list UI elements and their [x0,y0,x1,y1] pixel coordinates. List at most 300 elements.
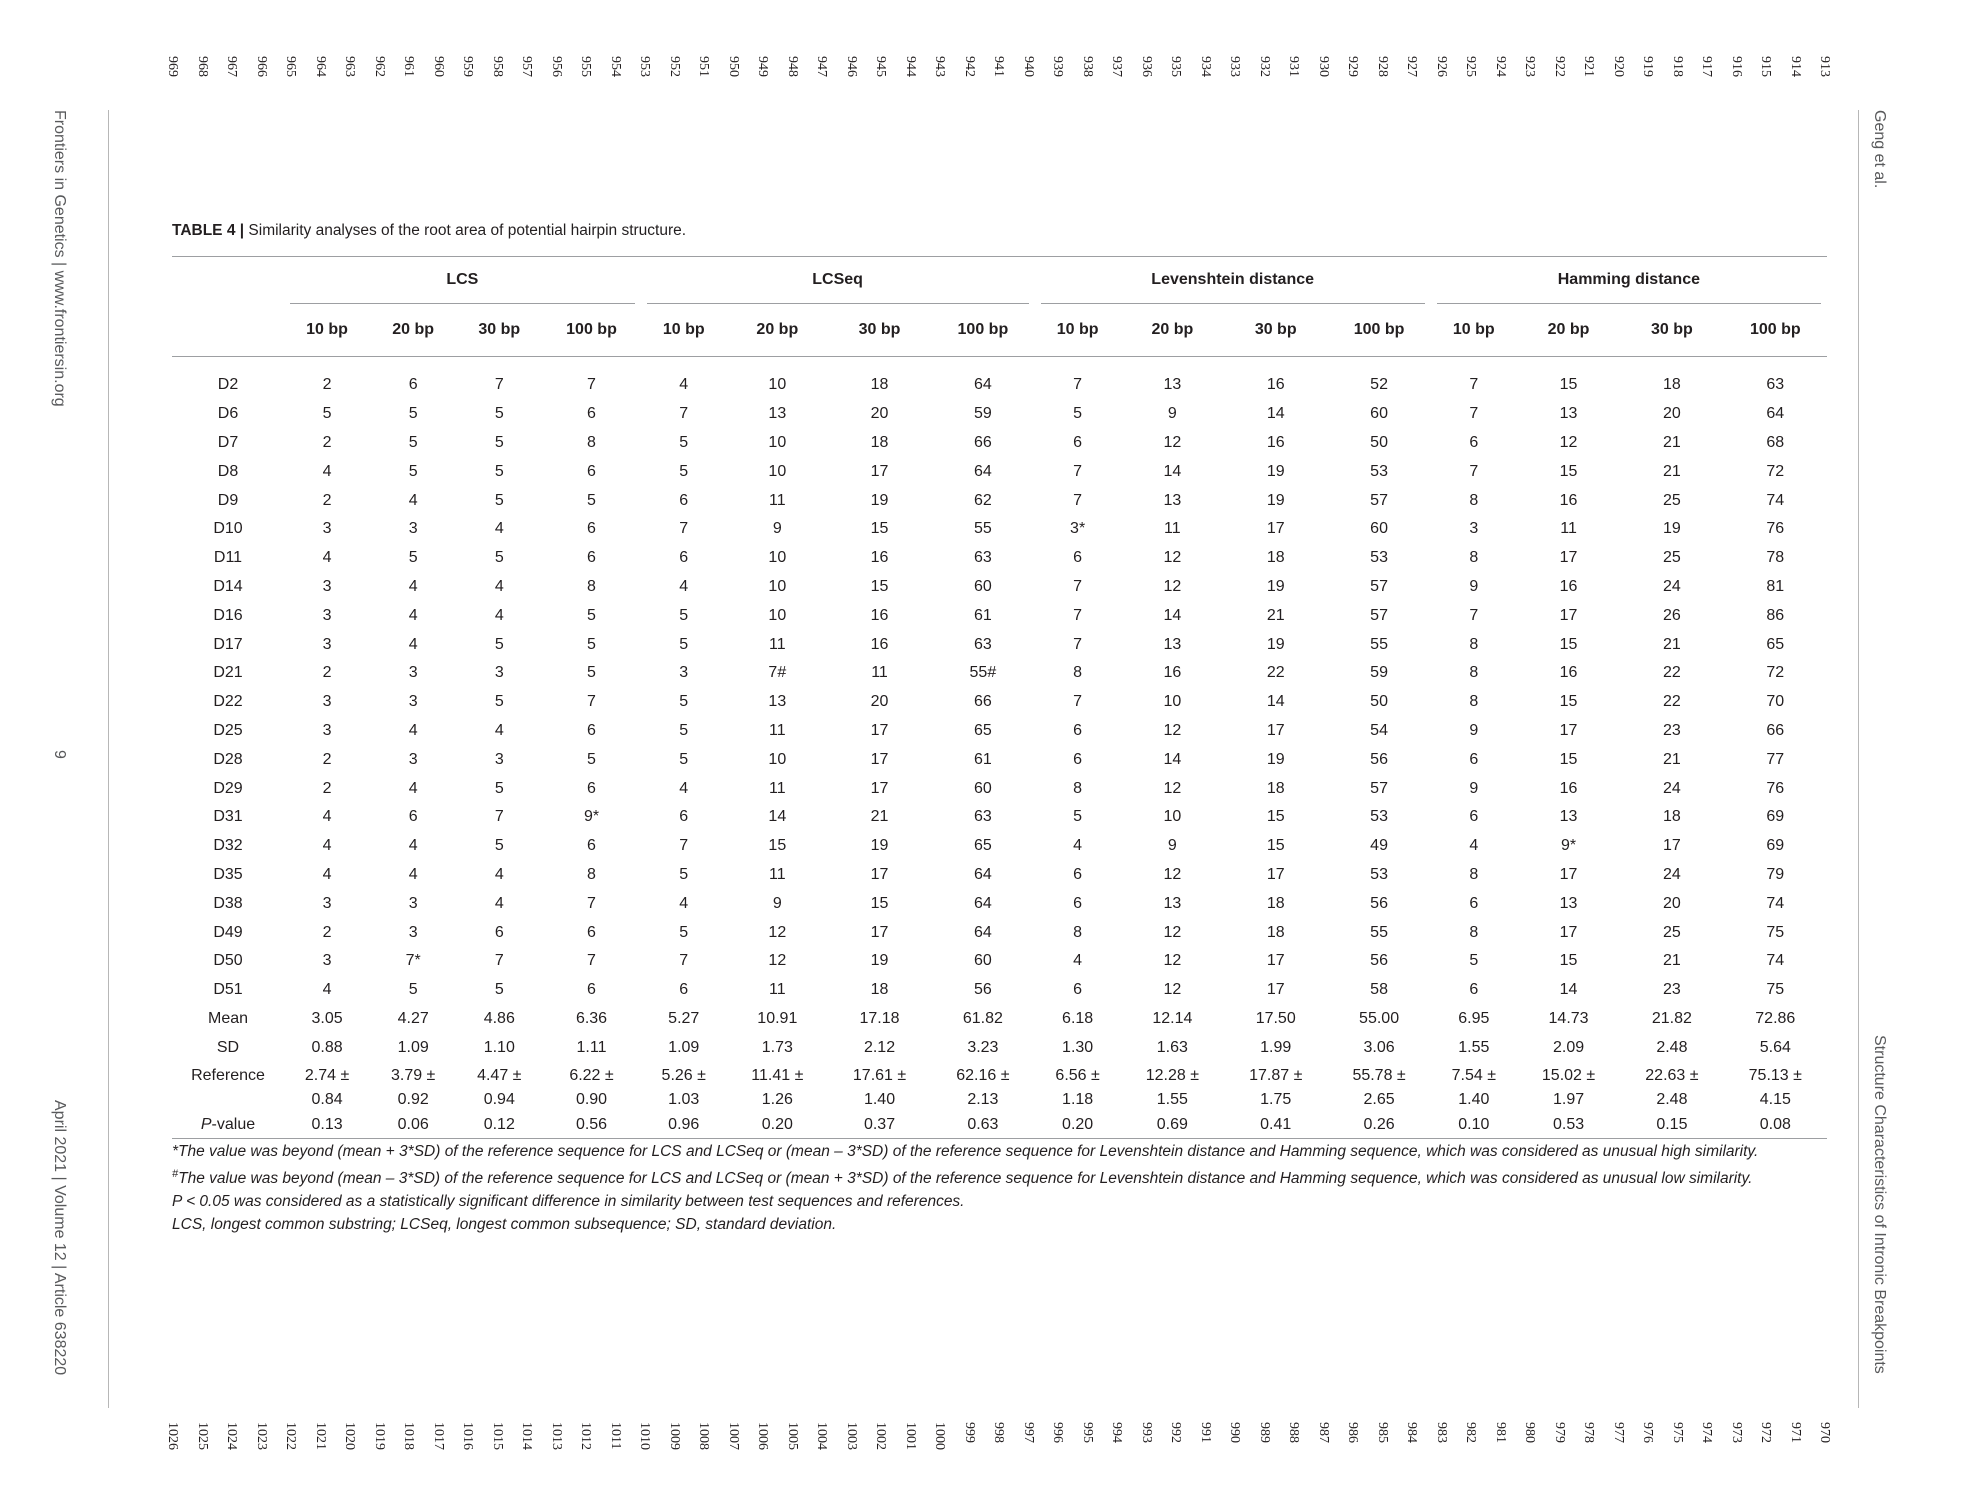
reference-sd: 1.26 [761,1091,793,1109]
table-cell: 18 [1663,808,1681,826]
reference-mean: 7.54 ± [1451,1067,1496,1085]
table-cell: 5 [408,405,418,423]
reference-mean: 15.02 ± [1541,1067,1596,1085]
table-cell: 5 [1073,405,1083,423]
table-cell: 75 [1766,923,1785,941]
table-cell: 22 [1663,664,1681,682]
pvalue-cell: 0.12 [483,1116,515,1134]
table-row [172,630,1827,659]
table-cell: 6 [1469,981,1479,999]
row-label: D11 [213,549,243,567]
table-cell: 6 [679,549,689,567]
table-cell: 15 [1559,952,1578,970]
table-cell: 5 [587,491,596,509]
footnote-mark: # [172,1168,179,1180]
row-label: D16 [213,606,243,624]
table-cell: 1.63 [1156,1038,1188,1056]
table-cell: 1.11 [576,1038,607,1056]
table-cell: 3.06 [1363,1038,1395,1056]
table-cell: 69 [1766,808,1785,826]
table-cell: 15 [768,837,787,855]
group-header-row [172,257,1827,303]
line-number: 1017 [430,1422,446,1450]
line-number: 1026 [165,1422,180,1450]
reference-cell [284,1062,370,1112]
table-cell: 16 [870,606,889,624]
table-cell: 14 [1163,750,1182,768]
table-cell: 74 [1766,491,1785,509]
reference-cell [1121,1062,1224,1112]
table-cell: 5 [587,664,596,682]
table-cell: 50 [1370,693,1388,711]
reference-cell [931,1062,1034,1112]
table-cell: 12 [1163,779,1182,797]
row-label: D14 [213,577,243,595]
line-number: 996 [1050,1422,1065,1443]
group-header: LCSeq [812,271,863,288]
table-cell: 64 [973,923,992,941]
table-cell: 63 [973,808,992,826]
table-cell: 17 [1559,606,1578,624]
pvalue-cell: 0.20 [1062,1116,1094,1134]
table-cell: 76 [1766,779,1785,797]
line-number: 994 [1109,1422,1124,1443]
group-header: LCS [446,271,479,288]
table-cell: 12 [1559,433,1578,451]
table-cell: 11 [1560,520,1577,538]
table-cell: 0.88 [311,1038,343,1056]
line-number: 933 [1227,56,1242,77]
table-cell: 57 [1370,577,1388,595]
line-number: 1016 [460,1422,475,1450]
table-cell: 7 [587,952,596,970]
line-number: 1022 [283,1422,298,1450]
table-cell: 17 [870,750,889,768]
table-row [172,832,1827,861]
table-cell: 3.23 [967,1038,999,1056]
table-cell: 55# [969,664,997,682]
table-cell: 5 [494,779,504,797]
reference-mean: 6.56 ± [1055,1067,1100,1085]
table-row [172,976,1827,1005]
table-cell: 6 [679,808,689,826]
line-number: 982 [1463,1422,1478,1443]
table-cell: 4 [494,865,504,883]
row-label: Reference [191,1067,265,1085]
line-numbers-bottom [165,1422,1832,1462]
row-label: D35 [213,865,243,883]
table-cell: 6 [587,549,596,567]
table-cell: 63 [973,635,992,653]
table-cell: 5 [679,635,689,653]
table-cell: 6 [587,520,596,538]
line-number: 917 [1699,56,1714,77]
line-number: 983 [1433,1422,1449,1443]
table-cell: 23 [1663,721,1681,739]
line-number: 916 [1728,56,1744,77]
table-cell: 7 [679,837,689,855]
table-cell: 11 [769,981,786,999]
reference-sd: 1.18 [1062,1091,1094,1109]
pvalue-cell: 0.26 [1363,1116,1395,1134]
table-cell: 8 [587,865,596,883]
line-number: 972 [1758,1422,1773,1443]
table-cell: 5 [494,491,504,509]
line-number: 937 [1109,56,1124,77]
table-cell: 68 [1766,433,1785,451]
pvalue-cell: 0.15 [1656,1116,1688,1134]
table-cell: 11 [871,664,888,682]
table-cell: 2 [322,664,332,682]
table-cell: 16 [870,549,889,567]
table-cell: 4 [494,894,504,912]
table-cell: 4 [322,837,332,855]
row-label: D28 [213,750,243,768]
table-cell: 9 [772,894,782,912]
table-cell: 3 [408,664,418,682]
table-row [172,457,1827,486]
line-number: 941 [991,56,1006,77]
table-cell: 3* [1070,520,1086,538]
table-cell: 1.30 [1062,1038,1094,1056]
running-title: Structure Characteristics of Intronic Breakpoints [1871,1035,1888,1374]
table-cell: 6 [587,923,596,941]
table-cell: 5 [322,405,332,423]
line-number: 966 [253,56,269,77]
table-cell: 7 [1073,491,1083,509]
table-cell: 4 [322,549,332,567]
line-number: 934 [1197,56,1213,77]
table-cell: 2.12 [863,1038,896,1056]
table-cell: 12.14 [1152,1009,1193,1027]
table-cell: 18 [1266,923,1285,941]
table-cell: 11 [1164,520,1181,538]
line-number: 951 [696,56,711,77]
table-row [172,601,1827,630]
reference-sd: 1.75 [1260,1091,1292,1109]
table-cell: 17 [1559,549,1578,567]
table-cell: 14 [1163,462,1182,480]
table-cell: 5.27 [668,1009,700,1027]
table-cell: 14 [1266,693,1285,711]
table-cell: 23 [1663,981,1681,999]
table-cell: 24 [1663,865,1681,883]
line-number: 965 [283,56,298,77]
table-cell: 5 [408,549,418,567]
table-cell: 6 [587,779,596,797]
line-number: 952 [666,56,682,77]
table-cell: 5 [679,750,689,768]
line-number: 974 [1699,1422,1714,1443]
table-cell: 24 [1663,779,1681,797]
table-cell: 9 [1167,837,1177,855]
line-number: 980 [1522,1422,1537,1443]
pvalue-cell: 0.96 [668,1116,700,1134]
table-cell: 11 [769,635,786,653]
table-cell: 14 [768,808,787,826]
line-number: 970 [1817,1422,1832,1443]
table-cell: 15 [1559,462,1578,480]
table-cell: 6 [1073,433,1083,451]
pvalue-cell: 0.10 [1458,1116,1490,1134]
table-row [172,1005,1827,1034]
table-cell: 10.91 [757,1009,798,1027]
line-number: 1023 [253,1422,269,1450]
table-caption-text: Similarity analyses of the root area of potential hairpin structure. [248,222,687,239]
table-cell: 8 [1073,664,1083,682]
table-cell: 59 [1370,664,1388,682]
line-number: 936 [1138,56,1154,77]
table-cell: 16 [1559,779,1578,797]
table-cell: 8 [587,577,596,595]
table-cell: 15 [870,894,889,912]
line-number: 1004 [814,1422,829,1450]
reference-cell [1035,1062,1121,1112]
table-cell: 75 [1766,981,1785,999]
table-cell: 15 [1559,750,1578,768]
table-cell: 6.95 [1458,1009,1490,1027]
table-cell: 7 [679,520,689,538]
reference-sd: 1.03 [668,1091,700,1109]
table-cell: 52 [1370,376,1388,394]
bp-header: 20 bp [392,321,435,338]
table-cell: 10 [768,376,787,394]
table-cell: 19 [1266,491,1285,509]
pvalue-cell: 0.37 [863,1116,896,1134]
table-cell: 7 [587,693,596,711]
line-number: 988 [1286,1422,1301,1443]
line-number: 927 [1404,56,1419,77]
line-number: 918 [1669,56,1685,77]
table-cell: 53 [1370,462,1388,480]
line-number: 945 [873,56,888,77]
table-cell: 2.09 [1552,1038,1585,1056]
table-cell: 17 [870,779,889,797]
table-cell: 15 [870,577,889,595]
table-cell: 18 [870,376,889,394]
table-cell: 1.10 [483,1038,515,1056]
table-cell: 10 [768,433,787,451]
similarity-table [172,256,1827,1139]
table-cell: 17.18 [859,1009,900,1027]
table-cell: 22 [1663,693,1681,711]
reference-mean: 17.61 ± [852,1067,907,1085]
table-cell: 10 [768,549,787,567]
table-cell: 6 [1469,750,1479,768]
table-cell: 3 [322,894,332,912]
table-cell: 8 [1469,865,1479,883]
reference-cell [1620,1062,1723,1112]
table-cell: 5 [494,693,504,711]
table-cell: 60 [1370,520,1388,538]
table-cell: 10 [768,577,787,595]
table-cell: 15 [870,520,889,538]
reference-sd: 2.48 [1656,1091,1688,1109]
table-cell: 2 [322,923,332,941]
table-cell: 6 [587,837,596,855]
row-label: D31 [213,808,243,826]
table-cell: 6 [1073,549,1083,567]
table-cell: 5 [494,981,504,999]
table-cell: 6 [408,808,418,826]
table-cell: 9 [1469,779,1479,797]
table-cell: 64 [1766,405,1785,423]
line-number: 973 [1728,1422,1744,1443]
table-cell: 13 [1163,894,1182,912]
table-cell: 6 [679,981,689,999]
table-cell: 11 [769,779,786,797]
table-cell: 8 [587,433,596,451]
line-number: 1011 [607,1422,623,1450]
row-label: D9 [217,491,239,509]
table-cell: 16 [1559,577,1578,595]
table-cell: 62 [973,491,992,509]
line-number: 1019 [371,1422,387,1450]
reference-sd: 0.84 [311,1091,343,1109]
pvalue-cell: 0.08 [1759,1116,1791,1134]
table-cell: 8 [1469,491,1479,509]
table-cell: 86 [1766,606,1785,624]
table-cell: 16 [1266,376,1285,394]
line-number: 938 [1079,56,1095,77]
table-cell: 5 [1073,808,1083,826]
reference-sd: 2.65 [1363,1091,1395,1109]
table-cell: 17.50 [1255,1009,1296,1027]
table-cell: 9* [583,808,600,826]
table-cell: 2 [322,376,332,394]
table-cell: 7 [587,376,596,394]
table-cell: 12 [1163,433,1182,451]
table-row [172,918,1827,947]
table-cell: 55 [1370,635,1388,653]
table-cell: 8 [1073,779,1083,797]
table-cell: 4 [494,721,504,739]
bp-header: 30 bp [1254,321,1297,338]
table-row [172,774,1827,803]
table-row [172,515,1827,544]
table-cell: 6 [1469,894,1479,912]
table-cell: 18 [870,433,889,451]
row-label: D49 [213,923,243,941]
line-number: 960 [430,56,446,77]
table-cell: 59 [973,405,992,423]
line-number: 930 [1315,56,1331,77]
table-cell: 6 [1469,433,1479,451]
line-number: 1013 [548,1422,564,1450]
line-number: 989 [1256,1422,1272,1443]
row-label: SD [216,1038,240,1056]
reference-sd: 0.92 [397,1091,429,1109]
table-cell: 4 [322,462,332,480]
reference-mean: 17.87 ± [1249,1067,1303,1085]
table-cell: 21 [870,808,889,826]
table-cell: 8 [1073,923,1083,941]
line-number: 968 [194,56,210,77]
table-cell: 14.73 [1548,1009,1589,1027]
table-cell: 19 [1266,635,1285,653]
table-row [172,745,1827,774]
table-cell: 24 [1663,577,1681,595]
table-cell: 2 [322,433,332,451]
table-cell: 3 [322,520,332,538]
footnote-pvalue: P < 0.05 was considered as a statistically significant difference in similarity between test sequences and references. [172,1193,965,1211]
table-cell: 17 [1559,721,1578,739]
table-cell: 63 [973,549,992,567]
table-cell: 14 [1163,606,1182,624]
line-number: 929 [1345,56,1360,77]
table-cell: 3 [322,606,332,624]
table-cell: 12 [768,923,787,941]
table-row [172,1033,1827,1062]
line-number: 956 [548,56,564,77]
table-cell: 5 [408,433,418,451]
table-cell: 4 [679,779,689,797]
table-cell: 66 [973,693,992,711]
table-cell: 8 [1469,664,1479,682]
line-number: 1006 [755,1422,770,1450]
bp-header: 10 bp [1056,321,1099,338]
row-label: D10 [213,520,243,538]
table-cell: 19 [870,837,889,855]
table-cell: 53 [1370,865,1388,883]
table-cell: 6.18 [1062,1009,1094,1027]
table-cell: 4 [322,981,332,999]
line-number: 935 [1168,56,1183,77]
table-cell: 13 [1559,808,1578,826]
pvalue-cell: 0.69 [1156,1116,1188,1134]
line-number: 939 [1050,56,1065,77]
table-cell: 74 [1766,952,1785,970]
table-cell: 4 [322,865,332,883]
table-cell: 64 [973,894,992,912]
table-cell: 3 [494,750,504,768]
line-number: 944 [902,56,918,77]
line-number: 943 [932,56,947,77]
table-cell: 3 [408,520,418,538]
table-cell: 79 [1766,865,1785,883]
table-cell: 5 [494,837,504,855]
table-cell: 9* [1560,837,1577,855]
row-label: Mean [207,1009,249,1027]
table-cell: 2 [322,491,332,509]
table-cell: 61 [973,750,992,768]
table-cell: 4 [408,865,418,883]
line-number: 979 [1551,1422,1567,1443]
table-cell: 8 [1469,693,1479,711]
line-number: 991 [1197,1422,1213,1443]
table-cell: 5 [408,462,418,480]
table-cell: 11 [769,865,786,883]
table-row [172,544,1827,573]
table-cell: 56 [1370,750,1388,768]
table-cell: 56 [973,981,992,999]
table-cell: 17 [1266,721,1285,739]
table-cell: 21 [1663,462,1681,480]
table-cell: 72 [1766,664,1785,682]
line-number: 992 [1168,1422,1183,1443]
line-number: 964 [312,56,328,77]
table-cell: 25 [1663,923,1681,941]
table-cell: 69 [1766,837,1785,855]
table-cell: 6 [494,923,504,941]
line-number: 987 [1315,1422,1331,1443]
bp-header: 30 bp [858,321,901,338]
right-margin-text [1866,110,1890,1410]
reference-sd: 1.40 [863,1091,896,1109]
table-cell: 78 [1766,549,1785,567]
bp-header: 100 bp [566,321,617,338]
line-number: 978 [1581,1422,1596,1443]
